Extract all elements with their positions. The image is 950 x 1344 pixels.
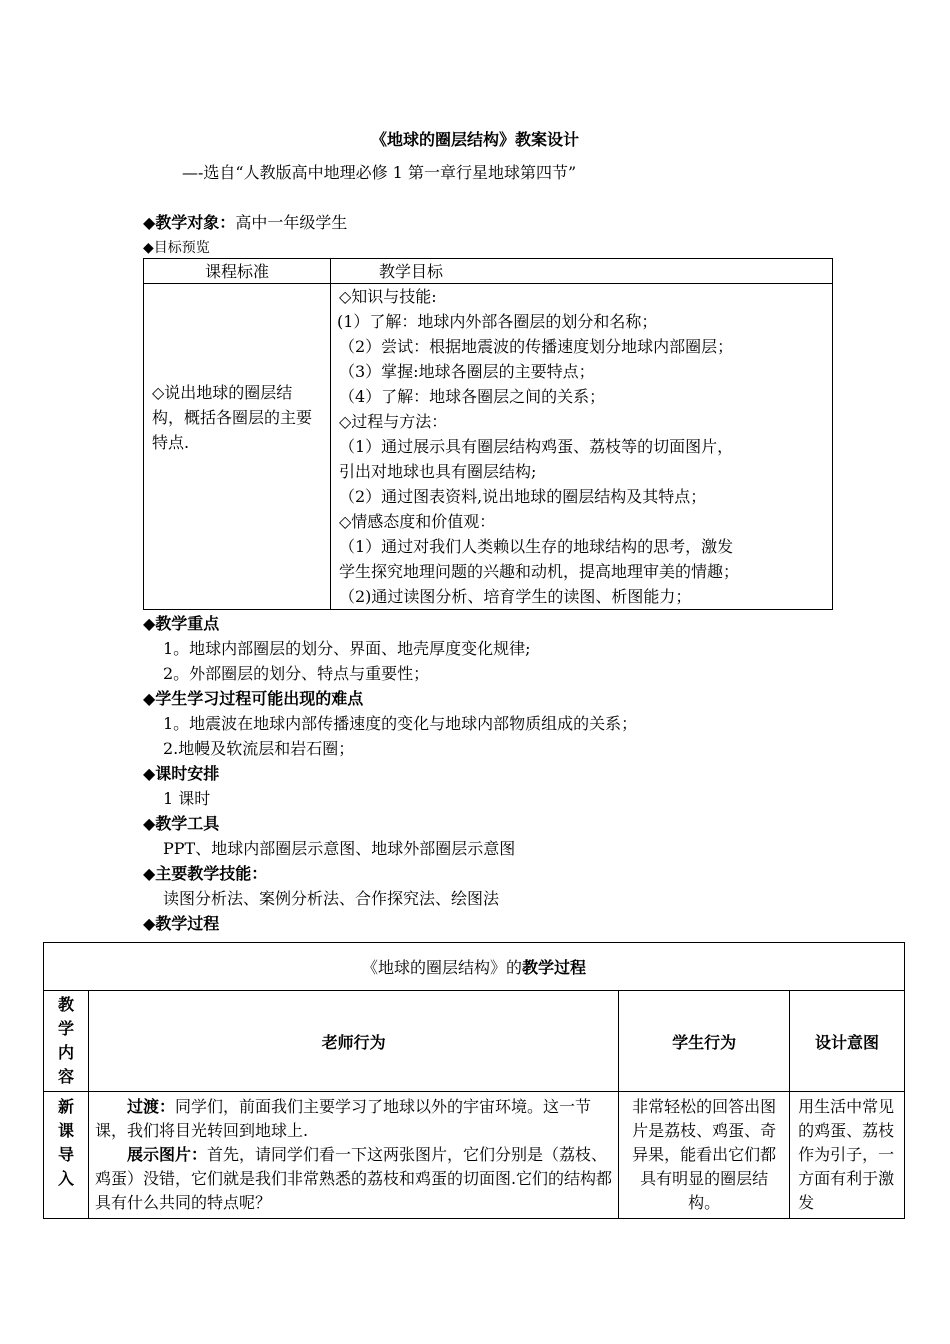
col-student-header: 学生行为 xyxy=(619,991,790,1092)
target-line: （3）掌握:地球各圈层的主要特点； xyxy=(339,362,595,381)
target-line: （2）通过图表资料,说出地球的圈层结构及其特点； xyxy=(339,487,707,506)
row-content-cell xyxy=(44,1092,89,1219)
student-cell xyxy=(619,1092,790,1219)
targets-cell xyxy=(331,284,833,610)
teacher-cell xyxy=(88,1092,618,1219)
target-line: 引出对地球也具有圈层结构; xyxy=(339,462,537,481)
target-line: 学生探究地理问题的兴趣和动机，提高地理审美的情趣； xyxy=(339,562,740,581)
key-points-heading: ◆教学重点 xyxy=(143,614,220,633)
row-content-char: 导 xyxy=(57,1145,74,1164)
target-line: ◇情感态度和价值观： xyxy=(339,512,496,531)
target-line: （1）通过对我们人类赖以生存的地球结构的思考，激发 xyxy=(339,537,734,556)
target-line: （4）了解：地球各圈层之间的关系； xyxy=(339,387,606,406)
audience-value: 高中一年级学生 xyxy=(235,213,348,232)
col-content-header xyxy=(44,991,89,1092)
standard-text: ◇说出地球的圈层结构，概括各圈层的主要特点. xyxy=(152,383,313,452)
col-content-char: 教 xyxy=(57,995,74,1014)
skills-heading: ◆主要教学技能： xyxy=(143,864,268,883)
schedule-heading: ◆课时安排 xyxy=(143,764,220,783)
process-heading: ◆教学过程 xyxy=(143,914,220,933)
col-teacher-header: 老师行为 xyxy=(88,991,618,1092)
skills-value: 读图分析法、案例分析法、合作探究法、绘图法 xyxy=(163,889,500,908)
transition-paragraph xyxy=(95,1095,612,1143)
target-line: （2)通过读图分析、培育学生的读图、析图能力； xyxy=(339,587,692,606)
key-point-item: 2。外部圈层的划分、特点与重要性； xyxy=(163,664,430,683)
process-caption xyxy=(44,943,905,991)
col-content-char: 内 xyxy=(57,1043,74,1062)
target-line: ◇知识与技能: xyxy=(339,287,437,306)
key-point-item: 1。地球内部圈层的划分、界面、地壳厚度变化规律; xyxy=(163,639,531,658)
transition-text: 同学们，前面我们主要学习了地球以外的宇宙环境。这一节课，我们将目光转回到地球上. xyxy=(94,1097,591,1140)
show-text: 首先，请同学们看一下这两张图片，它们分别是（荔枝、鸡蛋）没错，它们就是我们非常熟悉的荔枝和鸡蛋的切面图.它们的结构都具有什么共同的特点呢？ xyxy=(94,1145,613,1212)
row-content-char: 新 xyxy=(57,1097,74,1116)
target-line: ◇过程与方法： xyxy=(339,412,448,431)
target-line: (1）了解：地球内外部各圈层的划分和名称； xyxy=(337,312,658,331)
design-cell xyxy=(790,1092,905,1219)
goals-table xyxy=(143,258,833,610)
goals-col-targets: 教学目标 xyxy=(331,259,833,284)
audience-line xyxy=(143,210,347,233)
difficulty-item: 1。地震波在地球内部传播速度的变化与地球内部物质组成的关系； xyxy=(163,714,638,733)
standard-cell xyxy=(144,284,331,610)
design-text: 用生活中常见的鸡蛋、荔枝作为引子，一方面有利于激发 xyxy=(798,1097,895,1212)
goals-col-standard: 课程标准 xyxy=(144,259,331,284)
document-title: 《地球的圈层结构》教案设计 xyxy=(370,130,579,149)
student-text: 非常轻松的回答出图片是荔枝、鸡蛋、奇异果，能看出它们都具有明显的圈层结构。 xyxy=(632,1097,777,1212)
caption-bold: 教学过程 xyxy=(522,958,587,977)
target-line: （2）尝试：根据地震波的传播速度划分地球内部圈层； xyxy=(339,337,734,356)
col-design-header: 设计意图 xyxy=(790,991,905,1092)
row-content-char: 入 xyxy=(57,1169,74,1188)
goals-heading: ◆目标预览 xyxy=(143,240,210,256)
show-label: 展示图片： xyxy=(126,1145,207,1164)
transition-label: 过渡： xyxy=(126,1097,175,1116)
document-subtitle: —-选自“人教版高中地理必修 1 第一章行星地球第四节” xyxy=(182,163,577,182)
tools-heading: ◆教学工具 xyxy=(143,814,220,833)
schedule-value: 1 课时 xyxy=(163,789,211,808)
col-content-char: 学 xyxy=(57,1019,74,1038)
audience-label: ◆教学对象： xyxy=(143,213,236,232)
target-line: （1）通过展示具有圈层结构鸡蛋、荔枝等的切面图片， xyxy=(339,437,734,456)
show-paragraph xyxy=(95,1143,612,1215)
process-table xyxy=(43,942,905,1219)
caption-text: 《地球的圈层结构》的 xyxy=(361,958,522,977)
difficulty-item: 2.地幔及软流层和岩石圈； xyxy=(163,739,355,758)
tools-value: PPT、地球内部圈层示意图、地球外部圈层示意图 xyxy=(163,839,516,858)
row-content-char: 课 xyxy=(57,1121,74,1140)
col-content-char: 容 xyxy=(57,1067,74,1086)
difficulties-heading: ◆学生学习过程可能出现的难点 xyxy=(143,689,364,708)
